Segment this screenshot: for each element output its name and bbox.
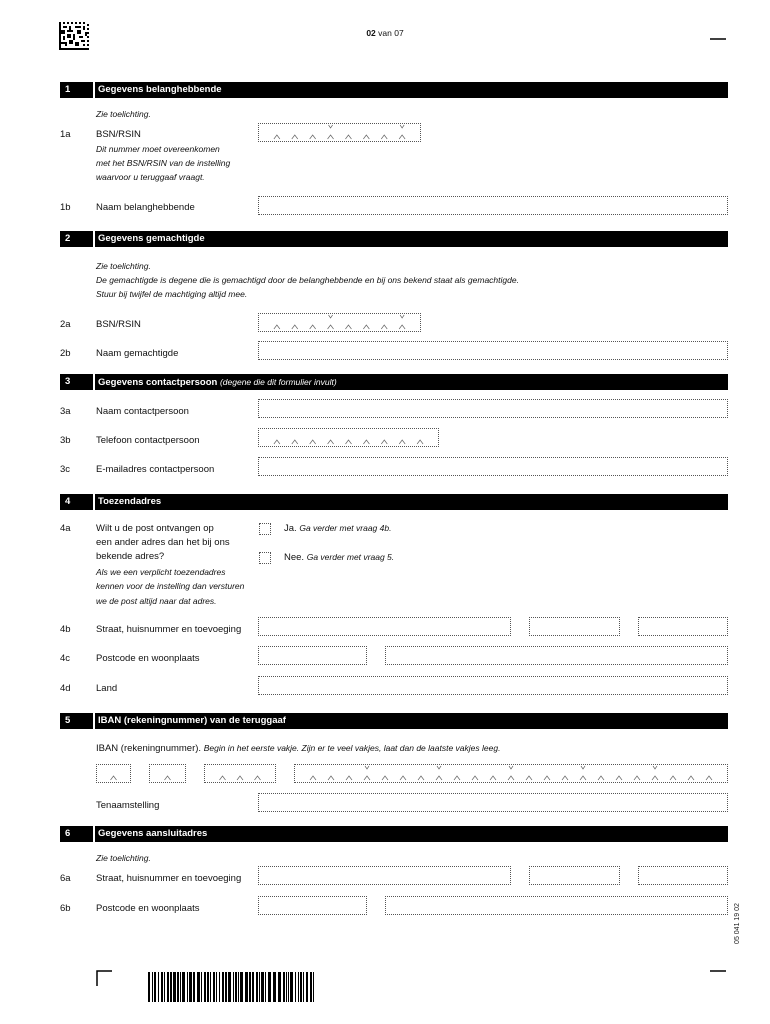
- email-contactpersoon-input[interactable]: [258, 457, 728, 476]
- label-6a: Straat, huisnummer en toevoeging: [96, 873, 242, 884]
- page-current: 02: [366, 28, 376, 38]
- postcode-4c-input[interactable]: [258, 646, 367, 665]
- label-4a-line2: een ander adres dan het bij ons: [96, 537, 230, 548]
- label-1a: BSN/RSIN: [96, 129, 141, 140]
- question-number-1b: 1b: [60, 202, 71, 213]
- label-4b: Straat, huisnummer en toevoeging: [96, 624, 242, 635]
- section-2-header: [60, 231, 728, 247]
- label-4a-line1: Wilt u de post ontvangen op: [96, 523, 214, 534]
- page-number: [0, 26, 770, 40]
- option-nee: [284, 550, 394, 565]
- section-number: 3: [65, 376, 71, 387]
- tenaamstelling-input[interactable]: [258, 793, 728, 812]
- section-6-header: [60, 826, 728, 842]
- section-number: 4: [65, 496, 71, 507]
- question-number-3b: 3b: [60, 435, 71, 446]
- label-3a: Naam contactpersoon: [96, 406, 189, 417]
- section-number: 1: [65, 84, 71, 95]
- section-title: Gegevens gemachtigde: [98, 233, 205, 244]
- question-number-2b: 2b: [60, 348, 71, 359]
- section-2-note-line3: Stuur bij twijfel de machtiging altijd mee.: [96, 289, 248, 299]
- barcode: [148, 972, 316, 1002]
- help-1a-line2: met het BSN/RSIN van de instelling: [96, 158, 231, 168]
- form-code: 05 041 19 02: [733, 903, 741, 944]
- option-nee-hint: Ga verder met vraag 5.: [306, 552, 395, 562]
- label-3b: Telefoon contactpersoon: [96, 435, 200, 446]
- straat-4b-input[interactable]: [258, 617, 511, 636]
- section-title: Gegevens belanghebbende: [98, 84, 222, 95]
- section-5-header: [60, 713, 728, 729]
- label-2b: Naam gemachtigde: [96, 348, 179, 359]
- label-3c: E-mailadres contactpersoon: [96, 464, 215, 475]
- question-number-6a: 6a: [60, 873, 71, 884]
- section-1-note: Zie toelichting.: [96, 109, 151, 119]
- help-4a-line2: kennen voor de instelling dan versturen: [96, 581, 245, 591]
- iban-hint: Begin in het eerste vakje. Zijn er te veel vakjes, laat dan de laatste vakjes leeg.: [203, 743, 501, 753]
- iban-label: IBAN (rekeningnummer).: [96, 743, 202, 754]
- section-4-header: [60, 494, 728, 510]
- section-title: Toezendadres: [98, 496, 162, 507]
- section-2-note-line1: Zie toelichting.: [96, 261, 151, 271]
- iban-instruction: [96, 741, 500, 756]
- question-number-3c: 3c: [60, 464, 71, 475]
- question-number-6b: 6b: [60, 903, 71, 914]
- label-4c: Postcode en woonplaats: [96, 653, 200, 664]
- help-4a-line1: Als we een verplicht toezendadres: [96, 567, 226, 577]
- question-number-4d: 4d: [60, 683, 71, 694]
- section-title-text: Gegevens contactpersoon: [98, 377, 218, 388]
- bsn-rsin-2a-input[interactable]: [258, 313, 421, 332]
- section-3-header: [60, 374, 728, 390]
- toevoeging-6a-input[interactable]: [638, 866, 728, 885]
- huisnummer-6a-input[interactable]: [529, 866, 620, 885]
- label-6b: Postcode en woonplaats: [96, 903, 200, 914]
- iban-bank-code-input[interactable]: [204, 764, 276, 783]
- bsn-rsin-1a-input[interactable]: [258, 123, 421, 142]
- label-tenaamstelling: Tenaamstelling: [96, 800, 160, 811]
- checkbox-nee[interactable]: [259, 552, 271, 564]
- option-ja-hint: Ga verder met vraag 4b.: [299, 523, 392, 533]
- huisnummer-4b-input[interactable]: [529, 617, 620, 636]
- toevoeging-4b-input[interactable]: [638, 617, 728, 636]
- option-nee-label: Nee.: [284, 552, 305, 563]
- label-4a-line3: bekende adres?: [96, 551, 165, 562]
- section-number: 5: [65, 715, 71, 726]
- land-4d-input[interactable]: [258, 676, 728, 695]
- corner-mark-bottom-left: [96, 970, 112, 986]
- help-4a-line3: we de post altijd naar dat adres.: [96, 596, 217, 606]
- iban-account-number-input[interactable]: [294, 764, 728, 783]
- naam-gemachtigde-input[interactable]: [258, 341, 728, 360]
- label-2a: BSN/RSIN: [96, 319, 141, 330]
- telefoon-contactpersoon-input[interactable]: [258, 428, 439, 447]
- label-1b: Naam belanghebbende: [96, 202, 195, 213]
- naam-belanghebbende-input[interactable]: [258, 196, 728, 215]
- section-title: [98, 374, 337, 391]
- help-1a-line3: waarvoor u teruggaaf vraagt.: [96, 172, 205, 182]
- corner-mark-top-right: [710, 38, 726, 54]
- iban-check-digits-input[interactable]: [149, 764, 186, 783]
- option-ja-label: Ja.: [284, 523, 297, 534]
- section-1-header: [60, 82, 728, 98]
- label-4d: Land: [96, 683, 118, 694]
- question-number-1a: 1a: [60, 129, 71, 140]
- postcode-6b-input[interactable]: [258, 896, 367, 915]
- section-2-note-line2: De gemachtigde is degene die is gemachtigd door de belanghebbende en bij ons bekend staat als gemachtigde.: [96, 275, 519, 285]
- question-number-4c: 4c: [60, 653, 71, 664]
- naam-contactpersoon-input[interactable]: [258, 399, 728, 418]
- woonplaats-6b-input[interactable]: [385, 896, 728, 915]
- corner-mark-bottom-right: [710, 970, 726, 986]
- question-number-4b: 4b: [60, 624, 71, 635]
- iban-country-input[interactable]: [96, 764, 131, 783]
- section-number: 2: [65, 233, 71, 244]
- section-title: Gegevens aansluitadres: [98, 828, 208, 839]
- checkbox-ja[interactable]: [259, 523, 271, 535]
- page-total: van 07: [378, 28, 404, 38]
- woonplaats-4c-input[interactable]: [385, 646, 728, 665]
- question-number-2a: 2a: [60, 319, 71, 330]
- question-number-4a: 4a: [60, 523, 71, 534]
- straat-6a-input[interactable]: [258, 866, 511, 885]
- option-ja: [284, 521, 391, 536]
- question-number-3a: 3a: [60, 406, 71, 417]
- section-number: 6: [65, 828, 71, 839]
- section-subtitle: (degene die dit formulier invult): [219, 377, 337, 387]
- help-1a-line1: Dit nummer moet overeenkomen: [96, 144, 220, 154]
- section-6-note: Zie toelichting.: [96, 853, 151, 863]
- section-title: IBAN (rekeningnummer) van de teruggaaf: [98, 715, 286, 726]
